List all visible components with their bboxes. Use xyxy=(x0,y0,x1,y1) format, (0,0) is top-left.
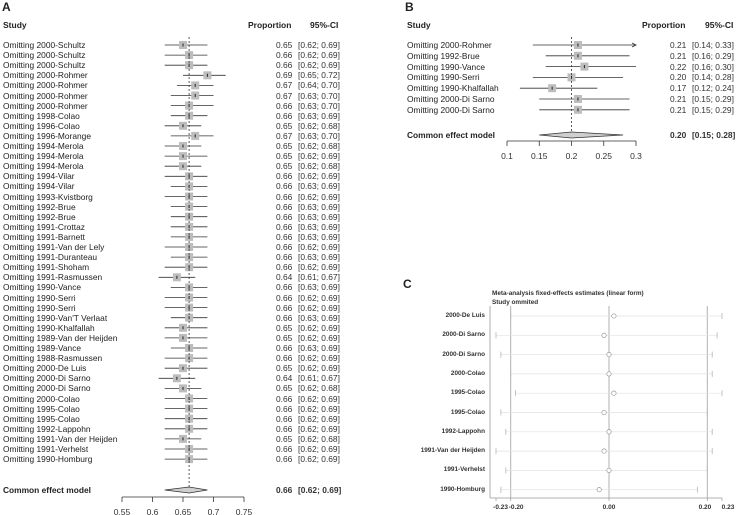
x-tick-label: 0.75 xyxy=(235,507,253,515)
study-label: Omitting 2000-Schultz xyxy=(3,50,86,61)
study-label: Omitting 1992-Brue xyxy=(3,211,76,222)
x-tick-label: 0.00 xyxy=(602,504,616,511)
proportion-value: 0.66 xyxy=(276,252,293,263)
proportion-value: 0.65 xyxy=(276,141,293,151)
study-label: Omitting 1991-Van der Lely xyxy=(3,242,105,252)
study-label: Omitting 2000-Rohmer xyxy=(3,70,88,81)
ci-value: [0.63; 0.69] xyxy=(298,201,340,212)
study-label: Omitting 1990-Homburg xyxy=(3,454,93,465)
study-label: Omitting 1995-Colao xyxy=(3,403,80,414)
proportion-value: 0.65 xyxy=(276,120,293,131)
study-label: Omitting 1993-Kvistborg xyxy=(3,191,93,202)
proportion-value: 0.67 xyxy=(276,90,293,101)
study-label: Omitting 1991-Crottaz xyxy=(3,221,85,232)
summary-ci: [0.62; 0.69] xyxy=(298,485,342,495)
point-estimate xyxy=(602,333,606,337)
x-tick-label: -0.23 xyxy=(493,504,508,511)
study-label: Omitting 2000-Rohmer xyxy=(3,90,88,101)
study-label: 1995-Colao xyxy=(450,408,485,416)
proportion-value: 0.65 xyxy=(276,161,293,172)
proportion-value: 0.66 xyxy=(276,191,293,202)
study-label: Omitting 2000-Schultz xyxy=(3,60,86,71)
point-estimate xyxy=(607,430,611,434)
proportion-value: 0.66 xyxy=(276,221,293,232)
proportion-value: 0.66 xyxy=(276,231,293,242)
proportion-value: 0.65 xyxy=(276,151,293,162)
study-label: Omitting 1990-Serri xyxy=(3,302,76,313)
study-label: Omitting 2000-Colao xyxy=(3,393,80,404)
proportion-value: 0.66 xyxy=(276,50,293,61)
plot-area-b xyxy=(370,0,740,200)
study-label: Omitting 1991-Rasmussen xyxy=(3,272,103,283)
proportion-value: 0.65 xyxy=(276,383,293,394)
ci-value: [0.63; 0.69] xyxy=(298,312,340,323)
ci-value: [0.14; 0.33] xyxy=(692,40,734,50)
ci-value: [0.62; 0.69] xyxy=(298,151,340,162)
ci-header: 95%-CI xyxy=(310,20,339,30)
proportion-value: 0.66 xyxy=(276,262,293,273)
proportion-value: 0.66 xyxy=(276,181,293,192)
ci-value: [0.62; 0.69] xyxy=(298,413,340,424)
ci-value: [0.63; 0.69] xyxy=(298,252,340,263)
study-label: Omitting 1992-Brue xyxy=(3,201,76,212)
point-estimate xyxy=(607,468,611,472)
sensitivity-plot-c xyxy=(370,270,740,515)
point-estimate xyxy=(612,391,616,395)
forest-plot-b xyxy=(370,0,740,200)
study-label: Omitting 1989-Van der Heijden xyxy=(3,332,118,343)
ci-value: [0.62; 0.69] xyxy=(298,292,340,303)
x-tick-label: 0.55 xyxy=(113,507,131,515)
ci-value: [0.62; 0.69] xyxy=(298,353,340,364)
point-estimate xyxy=(607,372,611,376)
proportion-value: 0.64 xyxy=(276,373,293,384)
study-label: Omitting 1990-Khalfallah xyxy=(407,83,499,94)
study-label: Omitting 1994-Merola xyxy=(3,141,84,151)
summary-ci: [0.15; 0.28] xyxy=(692,130,736,140)
ci-value: [0.63; 0.70] xyxy=(298,130,340,141)
study-label: 2000-Di Sarno xyxy=(442,331,485,339)
ci-value: [0.62; 0.69] xyxy=(298,302,340,313)
plot-area-c xyxy=(370,270,740,515)
panel-b-letter: B xyxy=(405,0,414,14)
study-label: Omitting 2000-Rohmer xyxy=(3,100,88,111)
study-label: Omitting 2000-De Luis xyxy=(3,363,87,374)
proportion-value: 0.65 xyxy=(276,322,293,333)
ci-value: [0.62; 0.69] xyxy=(298,423,340,434)
ci-value: [0.62; 0.68] xyxy=(298,120,340,131)
proportion-value: 0.65 xyxy=(276,332,293,343)
study-label: Omitting 1989-Vance xyxy=(3,343,82,353)
proportion-value: 0.66 xyxy=(276,282,293,293)
x-tick-label: 0.1 xyxy=(501,151,513,161)
study-label: Omitting 1990-Serri xyxy=(3,292,76,303)
x-tick-label: 0.20 xyxy=(698,504,712,511)
x-tick-label: 0.15 xyxy=(530,151,548,161)
study-label: Omitting 1991-Verhelst xyxy=(3,444,89,454)
study-label: Omitting 1990-Vance xyxy=(407,61,486,72)
ci-value: [0.62; 0.69] xyxy=(298,363,340,374)
ci-value: [0.62; 0.69] xyxy=(298,171,340,182)
summary-proportion: 0.66 xyxy=(276,485,293,495)
ci-value: [0.63; 0.69] xyxy=(298,110,340,121)
proportion-value: 0.66 xyxy=(276,393,293,404)
ci-value: [0.62; 0.68] xyxy=(298,383,340,394)
proportion-value: 0.21 xyxy=(670,104,687,115)
proportion-value: 0.65 xyxy=(276,40,293,50)
study-label: 1991-Verhelst xyxy=(443,466,485,474)
x-tick-label: 0.3 xyxy=(630,151,642,161)
proportion-value: 0.65 xyxy=(276,433,293,444)
ci-value: [0.62; 0.69] xyxy=(298,444,340,454)
proportion-value: 0.20 xyxy=(670,72,687,83)
x-tick-label: -0.20 xyxy=(508,504,524,511)
proportion-value: 0.66 xyxy=(276,413,293,424)
ci-value: [0.62; 0.69] xyxy=(298,50,340,61)
ci-value: [0.62; 0.69] xyxy=(298,322,340,333)
study-label: 1991-Van der Heijden xyxy=(420,447,485,455)
x-tick-label: 0.65 xyxy=(174,507,192,515)
summary-proportion: 0.20 xyxy=(670,130,687,140)
study-label: Omitting 2000-Schultz xyxy=(3,40,86,50)
study-label: Omitting 1988-Rasmussen xyxy=(3,353,103,364)
ci-value: [0.63; 0.69] xyxy=(298,343,340,353)
proportion-value: 0.66 xyxy=(276,100,293,111)
ci-value: [0.62; 0.69] xyxy=(298,454,340,465)
x-tick-label: 0.6 xyxy=(146,507,159,515)
proportion-value: 0.66 xyxy=(276,292,293,303)
study-label: Omitting 1994-Vilar xyxy=(3,171,75,182)
ci-value: [0.63; 0.69] xyxy=(298,181,340,192)
ci-value: [0.12; 0.24] xyxy=(692,83,734,94)
proportion-value: 0.69 xyxy=(276,70,293,81)
ci-value: [0.16; 0.30] xyxy=(692,61,734,72)
ci-value: [0.62; 0.68] xyxy=(298,141,340,151)
proportion-value: 0.22 xyxy=(670,61,687,72)
ci-value: [0.15; 0.29] xyxy=(692,104,734,115)
point-estimate xyxy=(597,488,601,492)
proportion-value: 0.21 xyxy=(670,50,687,61)
proportion-value: 0.17 xyxy=(670,83,687,94)
ci-value: [0.62; 0.69] xyxy=(298,191,340,202)
point-estimate xyxy=(612,314,616,318)
panel-c-letter: C xyxy=(403,277,412,291)
proportion-value: 0.21 xyxy=(670,40,687,50)
summary-diamond xyxy=(539,132,623,138)
point-estimate xyxy=(607,352,611,356)
proportion-value: 0.66 xyxy=(276,353,293,364)
study-label: Omitting 2000-Di Sarno xyxy=(3,383,91,394)
study-label: Omitting 1992-Lappohn xyxy=(3,423,91,434)
ci-value: [0.63; 0.69] xyxy=(298,211,340,222)
proportion-value: 0.66 xyxy=(276,211,293,222)
proportion-value: 0.66 xyxy=(276,60,293,71)
proportion-value: 0.66 xyxy=(276,171,293,182)
ci-value: [0.62; 0.69] xyxy=(298,403,340,414)
study-label: Omitting 1991-Duranteau xyxy=(3,252,98,263)
study-label: Omitting 2000-Rohmer xyxy=(407,40,492,50)
proportion-value: 0.66 xyxy=(276,201,293,212)
study-label: Omitting 1990-Vance xyxy=(3,282,82,293)
study-label: 2000-Di Sarno xyxy=(442,350,485,358)
chart-subtitle: Study ommited xyxy=(492,299,539,306)
proportion-value: 0.66 xyxy=(276,403,293,414)
proportion-value: 0.21 xyxy=(670,94,687,104)
study-label: Omitting 1990-Van'T Verlaat xyxy=(3,312,108,323)
proportion-header: Proportion xyxy=(248,20,292,30)
point-estimate xyxy=(602,449,606,453)
ci-value: [0.15; 0.29] xyxy=(692,94,734,104)
ci-value: [0.62; 0.69] xyxy=(298,262,340,273)
study-label: Omitting 1994-Merola xyxy=(3,151,84,162)
ci-value: [0.63; 0.70] xyxy=(298,100,340,111)
study-label: Omitting 2000-Di Sarno xyxy=(407,104,495,115)
ci-value: [0.16; 0.29] xyxy=(692,50,734,61)
panel-a-letter: A xyxy=(2,0,11,14)
ci-value: [0.62; 0.69] xyxy=(298,60,340,71)
proportion-value: 0.66 xyxy=(276,110,293,121)
proportion-value: 0.67 xyxy=(276,130,293,141)
point-estimate xyxy=(602,410,606,414)
summary-label: Common effect model xyxy=(407,130,495,140)
summary-label: Common effect model xyxy=(3,485,91,495)
proportion-header: Proportion xyxy=(642,20,686,30)
ci-value: [0.63; 0.69] xyxy=(298,221,340,232)
ci-value: [0.64; 0.70] xyxy=(298,80,340,91)
ci-value: [0.62; 0.68] xyxy=(298,433,340,444)
study-label: 2000-De Luis xyxy=(445,312,485,319)
x-tick-label: 0.25 xyxy=(595,151,613,161)
ci-value: [0.63; 0.69] xyxy=(298,282,340,293)
ci-value: [0.62; 0.68] xyxy=(298,161,340,172)
ci-value: [0.14; 0.28] xyxy=(692,72,734,83)
ci-header: 95%-CI xyxy=(705,20,734,30)
study-label: 1990-Homburg xyxy=(440,485,485,493)
study-label: 1992-Lappohn xyxy=(441,427,485,435)
proportion-value: 0.66 xyxy=(276,302,293,313)
study-label: Omitting 1991-Shoham xyxy=(3,262,90,273)
study-label: Omitting 1991-Barnett xyxy=(3,231,85,242)
ci-value: [0.62; 0.69] xyxy=(298,332,340,343)
ci-value: [0.65; 0.72] xyxy=(298,70,340,81)
study-label: Omitting 2000-Rohmer xyxy=(3,80,88,91)
proportion-value: 0.66 xyxy=(276,454,293,465)
study-label: Omitting 1990-Serri xyxy=(407,72,480,83)
study-label: Omitting 1990-Khalfallah xyxy=(3,322,95,333)
ci-value: [0.62; 0.69] xyxy=(298,393,340,404)
study-label: Omitting 1998-Colao xyxy=(3,110,80,121)
proportion-value: 0.66 xyxy=(276,242,293,252)
proportion-value: 0.66 xyxy=(276,312,293,323)
study-label: Omitting 2000-Di Sarno xyxy=(3,373,91,384)
study-header: Study xyxy=(407,20,431,30)
x-tick-label: 0.23 xyxy=(721,504,735,511)
proportion-value: 0.64 xyxy=(276,272,293,283)
proportion-value: 0.66 xyxy=(276,343,293,353)
study-label: Omitting 1994-Merola xyxy=(3,161,84,172)
study-label: Omitting 1992-Brue xyxy=(407,50,480,61)
chart-title: Meta-analysis fixed-effects estimates (linear form) xyxy=(492,290,644,297)
proportion-value: 0.66 xyxy=(276,444,293,454)
x-tick-label: 0.2 xyxy=(565,151,578,161)
ci-value: [0.63; 0.70] xyxy=(298,90,340,101)
proportion-value: 0.67 xyxy=(276,80,293,91)
study-label: Omitting 1996-Colao xyxy=(3,120,80,131)
proportion-value: 0.65 xyxy=(276,363,293,374)
study-label: 1995-Colao xyxy=(450,389,485,397)
x-tick-label: 0.7 xyxy=(207,507,220,515)
ci-value: [0.61; 0.67] xyxy=(298,373,340,384)
summary-diamond xyxy=(165,487,208,493)
ci-value: [0.62; 0.69] xyxy=(298,242,340,252)
study-label: Omitting 1994-Vilar xyxy=(3,181,75,192)
ci-value: [0.61; 0.67] xyxy=(298,272,340,283)
study-label: Omitting 1996-Morange xyxy=(3,130,91,141)
proportion-value: 0.66 xyxy=(276,423,293,434)
ci-value: [0.63; 0.69] xyxy=(298,231,340,242)
study-label: Omitting 1995-Colao xyxy=(3,413,80,424)
study-label: Omitting 2000-Di Sarno xyxy=(407,94,495,104)
study-label: Omitting 1991-Van der Heijden xyxy=(3,433,118,444)
study-label: 2000-Colao xyxy=(450,369,485,377)
ci-value: [0.62; 0.69] xyxy=(298,40,340,50)
study-header: Study xyxy=(3,20,27,30)
